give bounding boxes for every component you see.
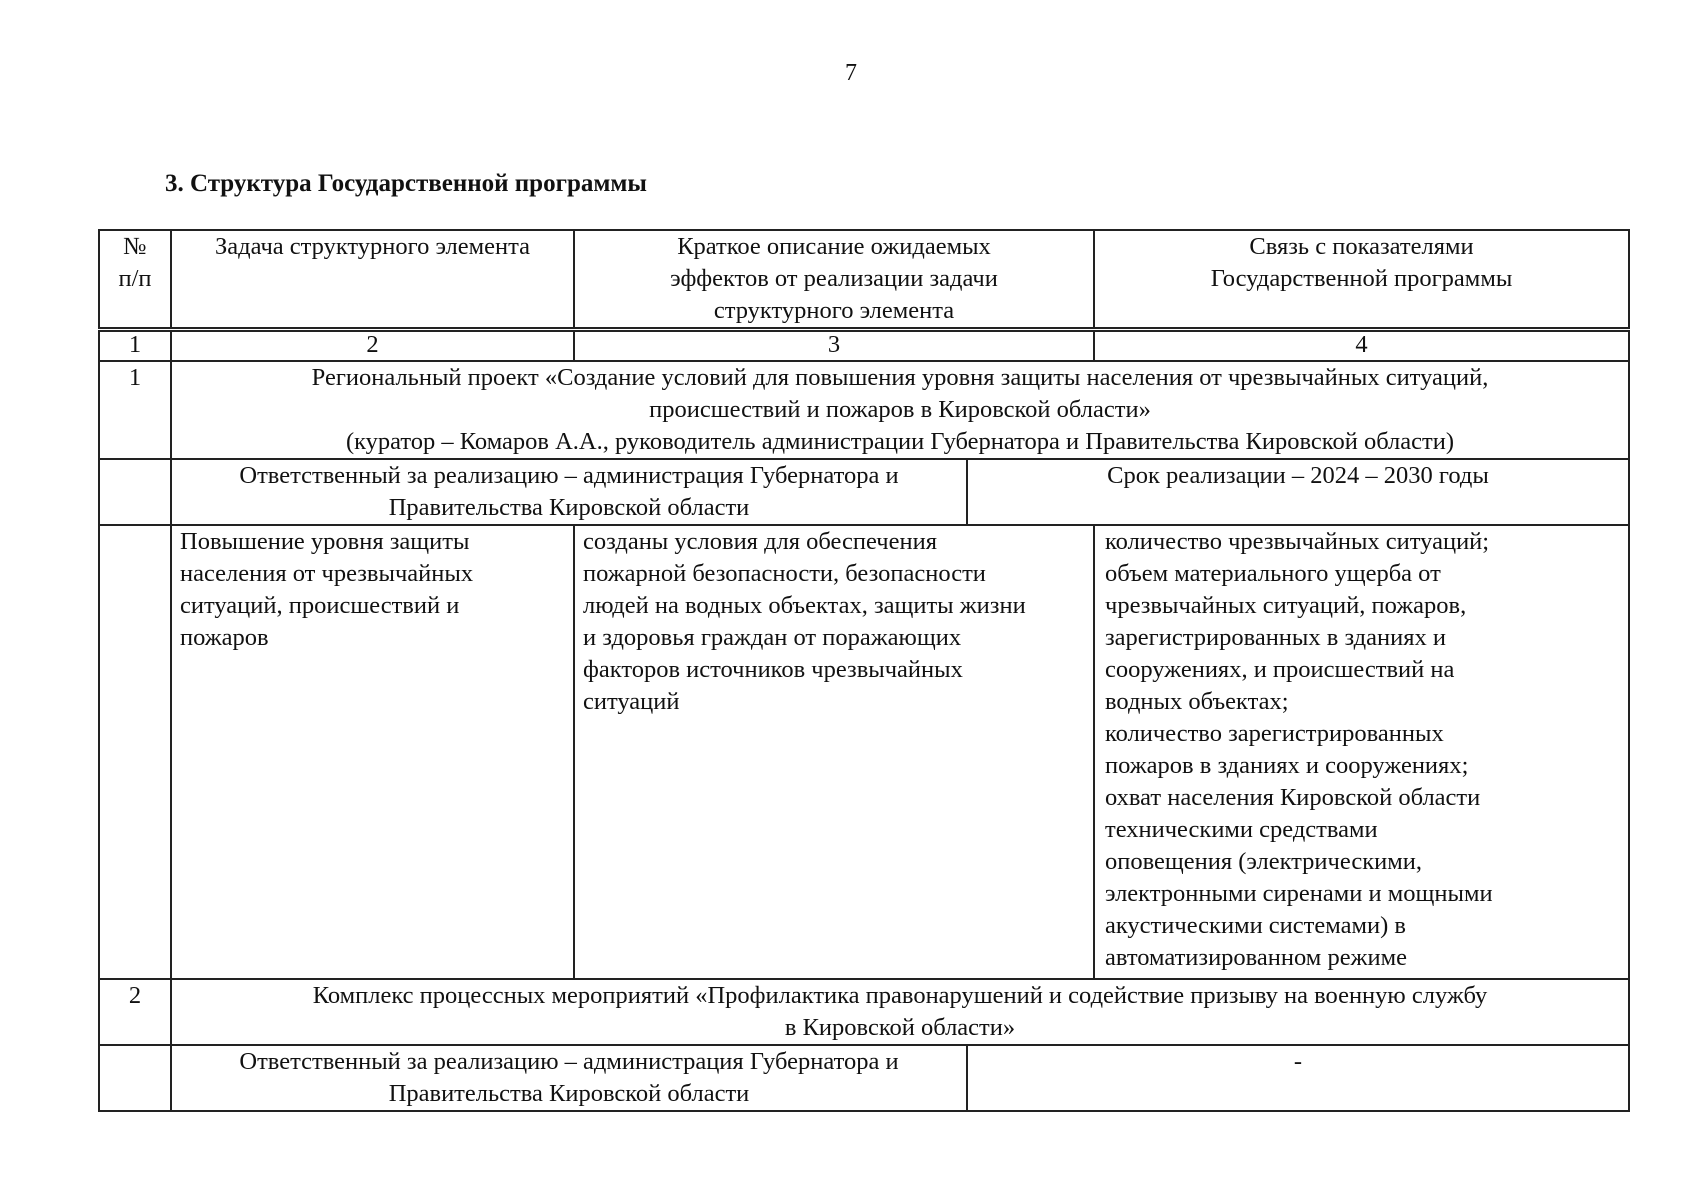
regional-project-title: Региональный проект «Создание условий для повышения уровня защиты населения от чрезвычайных ситуаций, происшествий и пожаров в Кировской области» (куратор – Комаров А.А., руководитель администрации Губернатора и Правительства Кировской области) <box>171 361 1629 459</box>
header-num: № п/п <box>99 230 171 330</box>
process-complex-title: Комплекс процессных мероприятий «Профилактика правонарушений и содействие призыву на военную службу в Кировской области» <box>171 979 1629 1045</box>
header-task: Задача структурного элемента <box>171 230 574 330</box>
column-numbers-row <box>99 330 1629 362</box>
row-number: 1 <box>99 361 171 459</box>
row-number: 2 <box>99 979 171 1045</box>
responsible-executor: Ответственный за реализацию – администрация Губернатора и Правительства Кировской области <box>172 460 967 524</box>
page-number: 7 <box>845 60 857 86</box>
regional-project-row <box>99 361 1629 459</box>
indicators-text: количество чрезвычайных ситуаций; объем материального ущерба от чрезвычайных ситуаций, пожаров, зарегистрированных в зданиях и сооружениях, и происшествий на водных объектах; количество зарегистрированных пожаров в зданиях и сооружениях; охват населения Кировской области техническими средствами оповещения (электрическими, электронными сиренами и мощными акустическими системами) в автоматизированном режиме <box>1094 525 1629 979</box>
header-indicators: Связь с показателями Государственной программы <box>1094 230 1629 330</box>
responsible-executor: Ответственный за реализацию – администрация Губернатора и Правительства Кировской области <box>172 1046 967 1110</box>
responsible-row <box>99 459 1629 525</box>
column-number: 1 <box>99 330 171 362</box>
header-effect: Краткое описание ожидаемых эффектов от реализации задачи структурного элемента <box>574 230 1094 330</box>
effect-text: созданы условия для обеспечения пожарной безопасности, безопасности людей на водных объектах, защиты жизни и здоровья граждан от поражающих факторов источников чрезвычайных ситуаций <box>574 525 1094 979</box>
responsible-row-2 <box>99 1045 1629 1111</box>
section-title: 3. Структура Государственной программы <box>165 170 647 197</box>
task-text: Повышение уровня защиты населения от чрезвычайных ситуаций, происшествий и пожаров <box>171 525 574 979</box>
implementation-term: Срок реализации – 2024 – 2030 годы <box>1107 462 1489 489</box>
process-complex-row <box>99 979 1629 1045</box>
task-row <box>99 525 1629 979</box>
structure-table <box>98 229 1630 1112</box>
column-number: 3 <box>574 330 1094 362</box>
column-number: 2 <box>171 330 574 362</box>
table-header-row <box>99 230 1629 330</box>
column-number: 4 <box>1094 330 1629 362</box>
implementation-term: - <box>1293 1048 1303 1075</box>
